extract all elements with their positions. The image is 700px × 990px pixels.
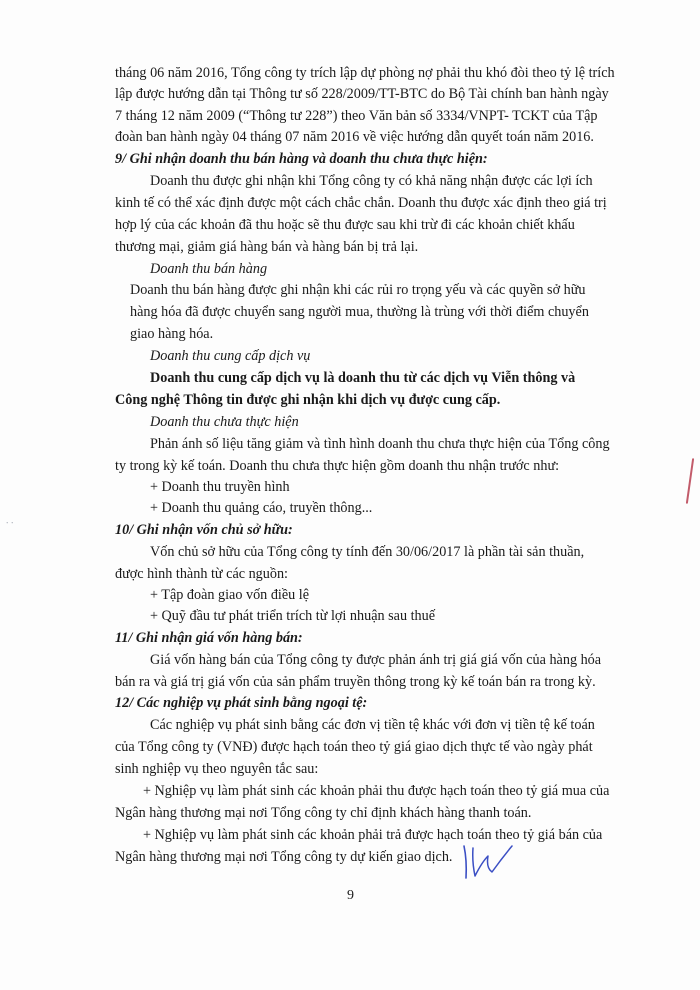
body-line-bold: Doanh thu cung cấp dịch vụ là doanh thu từ các dịch vụ Viễn thông và [150,370,576,386]
section-heading-12: 12/ Các nghiệp vụ phát sinh bằng ngoại tệ: [115,695,368,711]
body-line: Giá vốn hàng bán của Tổng công ty được phản ánh trị giá giá vốn của hàng hóa [150,652,602,668]
body-line: hàng hóa đã được chuyển sang người mua, thường là trùng với thời điểm chuyển [130,304,589,320]
body-line: Vốn chủ sở hữu của Tổng công ty tính đến 30/06/2017 là phần tài sản thuần, [150,544,585,560]
list-item: + Doanh thu quảng cáo, truyền thông... [150,500,373,516]
body-line: Doanh thu bán hàng được ghi nhận khi các rủi ro trọng yếu và các quyền sở hữu [130,282,586,298]
list-item: + Doanh thu truyền hình [150,479,290,495]
body-line: lập được hướng dẫn tại Thông tư số 228/2009/TT-BTC do Bộ Tài chính ban hành ngày [115,86,609,102]
signature-initials [458,838,518,888]
list-item: + Nghiệp vụ làm phát sinh các khoản phải trả được hạch toán theo tỷ giá bán của [143,827,603,843]
body-line: Doanh thu được ghi nhận khi Tổng công ty có khả năng nhận được các lợi ích [150,173,593,189]
list-item: + Tập đoàn giao vốn điều lệ [150,587,310,603]
scan-speck: ∙ ∙ [6,518,14,529]
subheading-sales-revenue: Doanh thu bán hàng [150,261,268,277]
body-line: 7 tháng 12 năm 2009 (“Thông tư 228”) theo Văn bản số 3334/VNPT- TCKT của Tập [115,108,598,124]
body-line: Phản ánh số liệu tăng giảm và tình hình doanh thu chưa thực hiện của Tổng công [150,436,610,452]
list-item: + Nghiệp vụ làm phát sinh các khoản phải thu được hạch toán theo tỷ giá mua của [143,783,610,799]
list-item: + Quỹ đầu tư phát triển trích từ lợi nhuận sau thuế [150,608,436,624]
body-line: của Tổng công ty (VNĐ) được hạch toán theo tỷ giá giao dịch thực tế vào ngày phát [115,739,593,755]
body-line: thương mại, giảm giá hàng bán và hàng bán bị trả lại. [115,239,419,255]
margin-mark [686,458,694,504]
body-line-bold: Công nghệ Thông tin được ghi nhận khi dịch vụ được cung cấp. [115,392,501,408]
body-line: kinh tế có thể xác định được một cách chắc chắn. Doanh thu được xác định theo giá trị [115,195,607,211]
body-line: ty trong kỳ kế toán. Doanh thu chưa thực hiện gồm doanh thu nhận trước như: [115,458,560,474]
page-number: 9 [347,888,354,903]
body-line: được hình thành từ các nguồn: [115,566,288,582]
body-line: bán ra và giá trị giá vốn của sản phẩm truyền thông trong kỳ kế toán bán ra trong kỳ. [115,674,596,690]
body-line: đoàn ban hành ngày 04 tháng 07 năm 2016 về việc hướng dẫn quyết toán năm 2016. [115,129,594,145]
body-line: tháng 06 năm 2016, Tổng công ty trích lập dự phòng nợ phải thu khó đòi theo tỷ lệ trích [115,65,615,81]
section-heading-11: 11/ Ghi nhận giá vốn hàng bán: [115,630,303,646]
section-heading-9: 9/ Ghi nhận doanh thu bán hàng và doanh thu chưa thực hiện: [115,151,488,167]
body-line: sinh nghiệp vụ theo nguyên tắc sau: [115,761,319,777]
body-line: hợp lý của các khoản đã thu hoặc sẽ thu được sau khi trừ đi các khoản chiết khấu [115,217,575,233]
body-line: Ngân hàng thương mại nơi Tổng công ty chỉ định khách hàng thanh toán. [115,805,532,821]
subheading-unearned-revenue: Doanh thu chưa thực hiện [150,414,299,430]
body-line: giao hàng hóa. [130,326,214,342]
subheading-service-revenue: Doanh thu cung cấp dịch vụ [150,348,311,364]
body-line: Các nghiệp vụ phát sinh bằng các đơn vị tiền tệ khác với đơn vị tiền tệ kế toán [150,717,595,733]
section-heading-10: 10/ Ghi nhận vốn chủ sở hữu: [115,522,293,538]
body-line: Ngân hàng thương mại nơi Tổng công ty dự kiến giao dịch. [115,849,453,865]
